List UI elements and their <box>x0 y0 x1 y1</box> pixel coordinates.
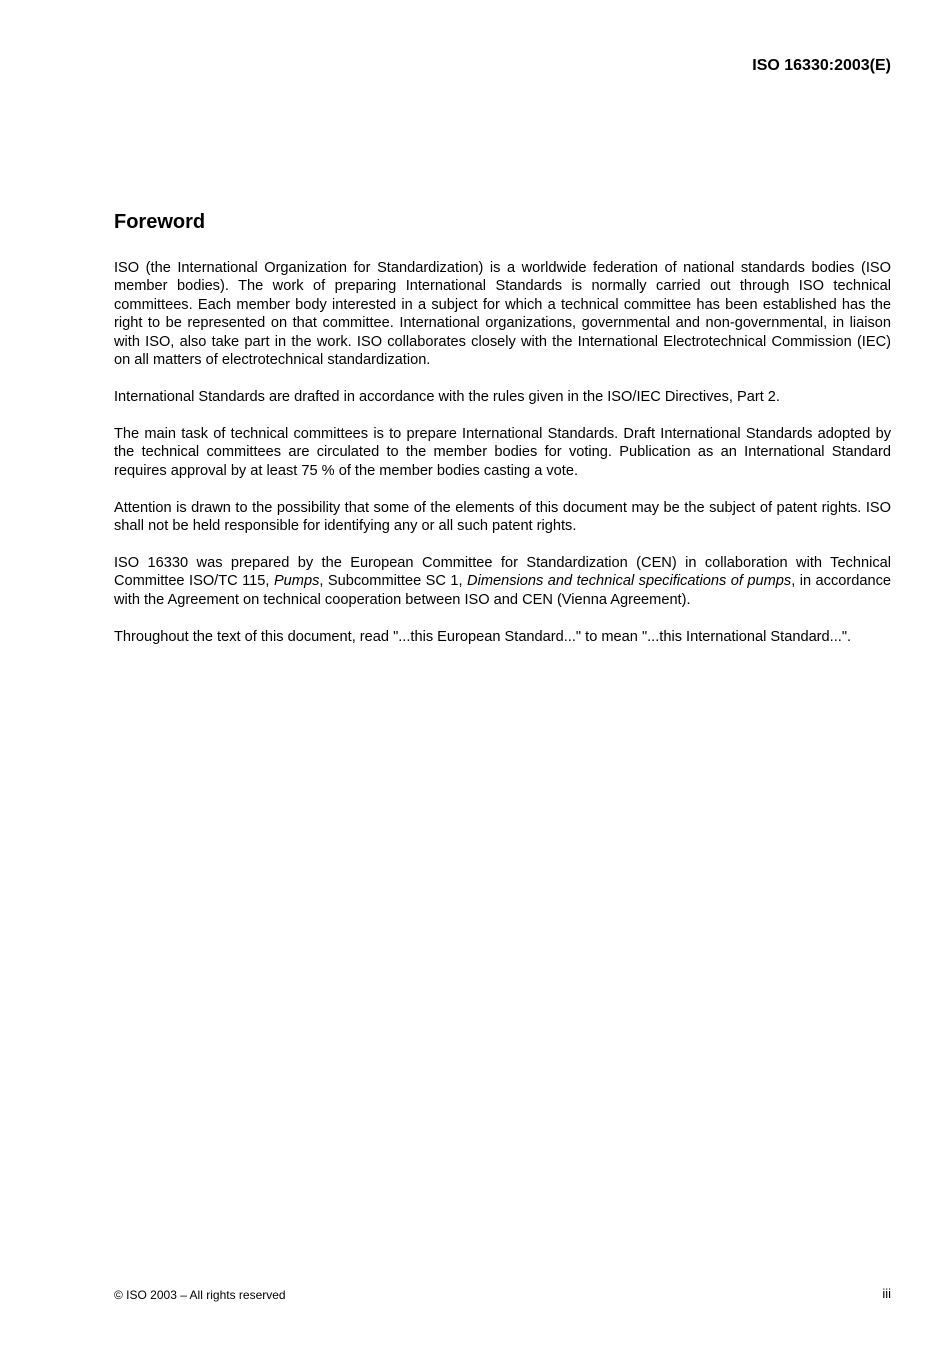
paragraph-preparation <box>114 554 891 609</box>
subcommittee-title: Dimensions and technical specifications of pumps <box>467 573 792 590</box>
paragraph-patent-rights: Attention is drawn to the possibility that some of the elements of this document may be the subject of patent rights. ISO shall not be held responsible for identifying any or all such patent rights. <box>114 499 891 534</box>
paragraph-iso-overview: ISO (the International Organization for Standardization) is a worldwide federation of national standards bodies (ISO member bodies). The work of preparing International Standards is normally carried out through ISO technical committees. Each member body interested in a subject for which a technical committee has been established has the right to be represented on that committee. International organizations, governmental and non-governmental, in liaison with ISO, also take part in the work. ISO collaborates closely with the International Electrotechnical Commission (IEC) on all matters of electrotechnical standardization. <box>114 260 891 369</box>
page-title: Foreword <box>114 211 206 233</box>
preparation-text-3: , in accordance with the Agreement on technical cooperation between ISO and CEN (Vienna Agreement). <box>114 573 891 608</box>
preparation-text-2: , Subcommittee SC 1, <box>319 573 468 590</box>
paragraph-reading-note: Throughout the text of this document, read "...this European Standard..." to mean "...this International Standard...". <box>114 628 852 645</box>
paragraph-directives: International Standards are drafted in accordance with the rules given in the ISO/IEC Directives, Part 2. <box>114 388 780 405</box>
foreword-body <box>114 259 891 665</box>
document-id-header: ISO 16330:2003(E) <box>752 57 891 74</box>
paragraph-committee-task: The main task of technical committees is to prepare International Standards. Draft International Standards adopted by the technical committees are circulated to the member bodies for voting. Publication as an International Standard requires approval by at least 75 % of the member bodies casting a vote. <box>114 425 891 479</box>
preparation-text-1: ISO 16330 was prepared by the European Committee for Standardization (CEN) in collaboration with Technical Committee ISO/TC 115, <box>114 554 891 590</box>
page-number: iii <box>882 1286 891 1301</box>
footer-copyright: © ISO 2003 – All rights reserved <box>114 1288 286 1302</box>
committee-title-pumps: Pumps <box>273 573 320 590</box>
